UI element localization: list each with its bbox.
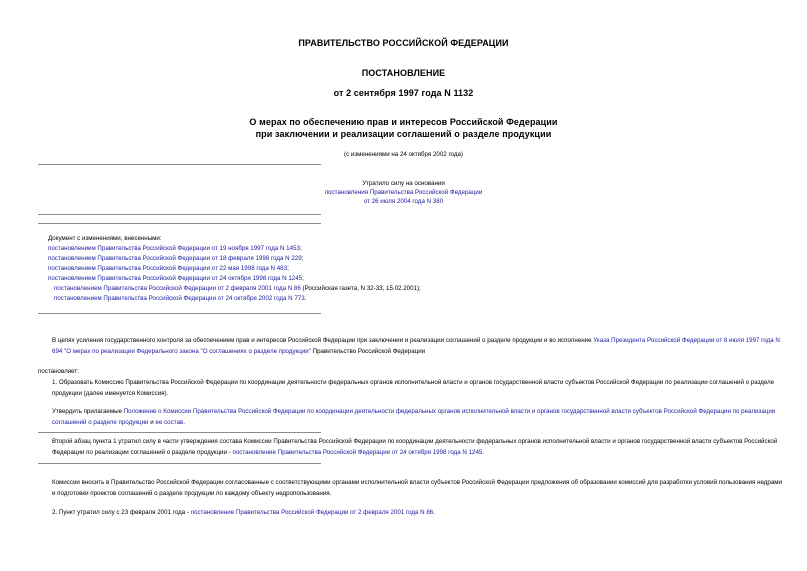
separator-line xyxy=(38,214,321,215)
amendments-block xyxy=(48,234,421,304)
separator-line xyxy=(38,463,321,464)
separator-line xyxy=(38,432,321,433)
amendment-link[interactable]: постановлением Правительства Российской Федерации от 18 февраля 1998 года N 229 xyxy=(48,255,302,262)
government-heading: ПРАВИТЕЛЬСТВО РОССИЙСКОЙ ФЕДЕРАЦИИ xyxy=(298,38,509,48)
amendment-link[interactable]: постановлением Правительства Российской Федерации от 22 мая 1998 года N 483 xyxy=(48,265,288,272)
amendment-link[interactable]: постановлением Правительства Российской Федерации от 2 февраля 2001 года N 86 xyxy=(54,285,301,292)
document-title-line1: О мерах по обеспечению прав и интересов Российской Федерации xyxy=(249,117,558,127)
repeal-link-line2[interactable]: от 26 июля 2004 года N 380 xyxy=(363,198,444,205)
amendment-item: постановлением Правительства Российской Федерации от 22 мая 1998 года N 483; xyxy=(48,265,289,272)
paragraph-repealed-note: Второй абзац пункта 1 утратил силу в части утверждения состава Комиссии Правительства Российской Федерации по координации деятельности федеральных органов исполнительной власти и органов государственной власти субъектов Российской Федерации по реализации соглашений о разделе продукции - постановление Правительства Российской Федерации от 24 октября 1998 года N 1245. xyxy=(52,438,778,456)
resolves-label: постановляет: xyxy=(38,368,79,375)
document-type: ПОСТАНОВЛЕНИЕ xyxy=(361,68,446,78)
status-line: Утратило силу на основании xyxy=(362,180,445,187)
repeal-1245-link[interactable]: постановление Правительства Российской Федерации от 24 октября 1998 года N 1245 xyxy=(232,448,483,456)
amendment-item: постановлением Правительства Российской Федерации от 24 октября 1998 года N 1245; xyxy=(48,275,304,282)
amendment-item: постановлением Правительства Российской Федерации от 18 февраля 1998 года N 229; xyxy=(48,255,304,262)
document-title-line2: при заключении и реализации соглашений о разделе продукции xyxy=(255,129,552,139)
preamble-paragraph: В целях усиления государственного контроля за обеспечением прав и интересов Российской Федерации при заключении и реализации соглашений о разделе продукции и во исполнение Указа Президента Российской Федерации от 8 июля 1997 года N 694 "О мерах по реализации Федерального закона "О соглашениях о разделе продукции" Правительство Российской Федерации xyxy=(52,337,780,355)
amendment-link[interactable]: постановлением Правительства Российской Федерации от 24 октября 2002 года N 773 xyxy=(54,295,305,302)
separator-line xyxy=(38,164,321,165)
amendment-link[interactable]: постановлением Правительства Российской Федерации от 19 ноября 1997 года N 1453 xyxy=(48,245,300,252)
paragraph-commission-proposals: Комиссии вносить в Правительство Российской Федерации согласованные с соответствующими органами исполнительной власти субъектов Российской Федерации предложения об образовании комиссий для разработки условий пользования недрами и подготовки проектов соглашений о разделе продукции по каждому объекту недропользования. xyxy=(52,479,783,497)
amendment-item: постановлением Правительства Российской Федерации от 24 октября 2002 года N 773. xyxy=(54,295,307,302)
composition-link[interactable]: ее состав xyxy=(155,418,184,426)
regulation-link[interactable]: Положение о Комиссии Правительства Российской Федерации по координации деятельности федеральных органов исполнительной власти и органов государственной власти субъектов Российской Федерации по реализации соглашений о разделе продукции xyxy=(52,408,776,426)
paragraph-approve: Утвердить прилагаемые Положение о Комиссии Правительства Российской Федерации по координации деятельности федеральных органов исполнительной власти и органов государственной власти субъектов Российской Федерации по реализации соглашений о разделе продукции и ее состав. xyxy=(52,408,776,426)
amendment-link[interactable]: постановлением Правительства Российской Федерации от 24 октября 1998 года N 1245 xyxy=(48,275,303,282)
amendment-note: (с изменениями на 24 октября 2002 года) xyxy=(344,151,463,158)
amendment-item: постановлением Правительства Российской Федерации от 2 февраля 2001 года N 86 (Российская газета, N 32-33, 15.02.2001); xyxy=(54,285,421,292)
presidential-decree-link[interactable]: Указа Президента Российской Федерации от 8 июля 1997 года N 694 "О мерах по реализации Федерального закона "О соглашениях о разделе продукции" xyxy=(52,337,780,355)
amendments-intro: Документ с изменениями, внесенными: xyxy=(48,235,162,242)
amendment-item: постановлением Правительства Российской Федерации от 19 ноября 1997 года N 1453; xyxy=(48,245,302,252)
paragraph-2: 2. Пункт утратил силу с 23 февраля 2001 года - постановление Правительства Российской Федерации от 2 февраля 2001 года N 86. xyxy=(52,509,435,516)
repeal-86-link[interactable]: постановление Правительства Российской Федерации от 2 февраля 2001 года N 86 xyxy=(190,509,434,516)
separator-line xyxy=(38,223,321,224)
paragraph-1: 1. Образовать Комиссию Правительства Российской Федерации по координации деятельности федеральных органов исполнительной власти и органов государственной власти субъектов Российской Федерации по реализации соглашений о разделе продукции (далее именуется Комиссия). xyxy=(52,379,775,397)
separator-line xyxy=(38,313,321,314)
document-date-number: от 2 сентября 1997 года N 1132 xyxy=(333,88,474,98)
repeal-link-line1[interactable]: постановления Правительства Российской Федерации xyxy=(324,189,483,196)
